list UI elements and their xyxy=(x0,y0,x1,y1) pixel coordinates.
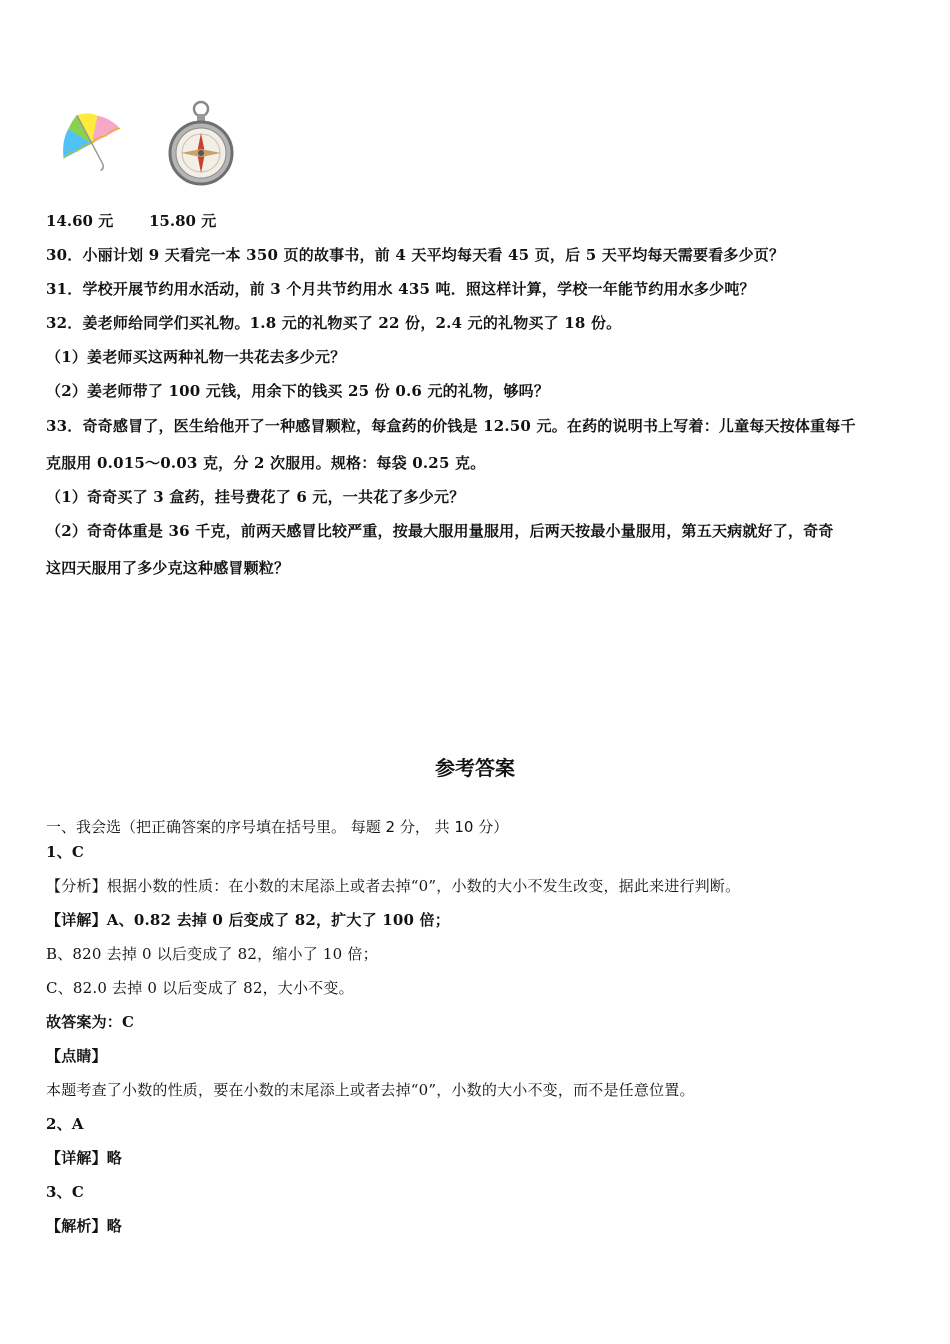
question-33-part-1: （1）奇奇买了 3 盒药，挂号费花了 6 元，一共花了多少元？ xyxy=(46,488,465,506)
answer-1-detail: 【详解】A、0.82 去掉 0 后变成了 82，扩大了 100 倍； xyxy=(46,911,450,929)
answer-1: 1、C xyxy=(46,843,84,861)
question-33-part-2-cont: 这四天服用了多少克这种感冒颗粒？ xyxy=(46,559,290,577)
answer-2-detail: 【详解】略 xyxy=(46,1149,123,1167)
question-32: 32．姜老师给同学们买礼物。1.8 元的礼物买了 22 份，2.4 元的礼物买了 18 份。 xyxy=(46,314,622,332)
answer-1-option-b: B、820 去掉 0 以后变成了 82，缩小了 10 倍； xyxy=(46,945,378,963)
umbrella-price: 14.60 元 xyxy=(46,212,114,230)
umbrella-icon xyxy=(50,100,130,182)
compass-price: 15.80 元 xyxy=(149,212,217,230)
answer-1-note-heading: 【点睛】 xyxy=(46,1047,107,1065)
question-33: 33．奇奇感冒了，医生给他开了一种感冒颗粒，每盒药的价钱是 12.50 元。在药的说明书上写着：儿童每天按体重每千 xyxy=(46,417,856,435)
question-30: 30．小丽计划 9 天看完一本 350 页的故事书，前 4 天平均每天看 45 页，后 5 天平均每天需要看多少页？ xyxy=(46,246,785,264)
answer-2: 2、A xyxy=(46,1115,84,1133)
question-33-part-2: （2）奇奇体重是 36 千克，前两天感冒比较严重，按最大服用量服用，后两天按最小量服用，第五天病就好了，奇奇 xyxy=(46,522,834,540)
answer-3: 3、C xyxy=(46,1183,84,1201)
answer-1-option-c: C、82.0 去掉 0 以后变成了 82，大小不变。 xyxy=(46,979,354,997)
question-31: 31．学校开展节约用水活动，前 3 个月共节约用水 435 吨．照这样计算，学校一年能节约用水多少吨？ xyxy=(46,280,755,298)
answer-1-conclusion: 故答案为：C xyxy=(46,1013,135,1031)
compass-icon xyxy=(166,100,236,188)
answer-1-analysis: 【分析】根据小数的性质：在小数的末尾添上或者去掉“0”，小数的大小不发生改变，据此来进行判断。 xyxy=(46,877,741,895)
answer-3-analysis: 【解析】略 xyxy=(46,1217,123,1235)
question-32-part-2: （2）姜老师带了 100 元钱，用余下的钱买 25 份 0.6 元的礼物，够吗？ xyxy=(46,382,550,400)
answers-title: 参考答案 xyxy=(435,756,515,780)
question-32-part-1: （1）姜老师买这两种礼物一共花去多少元？ xyxy=(46,348,346,366)
answer-1-note: 本题考查了小数的性质，要在小数的末尾添上或者去掉“0”，小数的大小不变，而不是任意位置。 xyxy=(46,1081,695,1099)
answers-section-heading: 一、我会选（把正确答案的序号填在括号里。 每题 2 分， 共 10 分） xyxy=(46,818,509,836)
question-33-cont: 克服用 0.015～0.03 克，分 2 次服用。规格：每袋 0.25 克。 xyxy=(46,454,486,472)
